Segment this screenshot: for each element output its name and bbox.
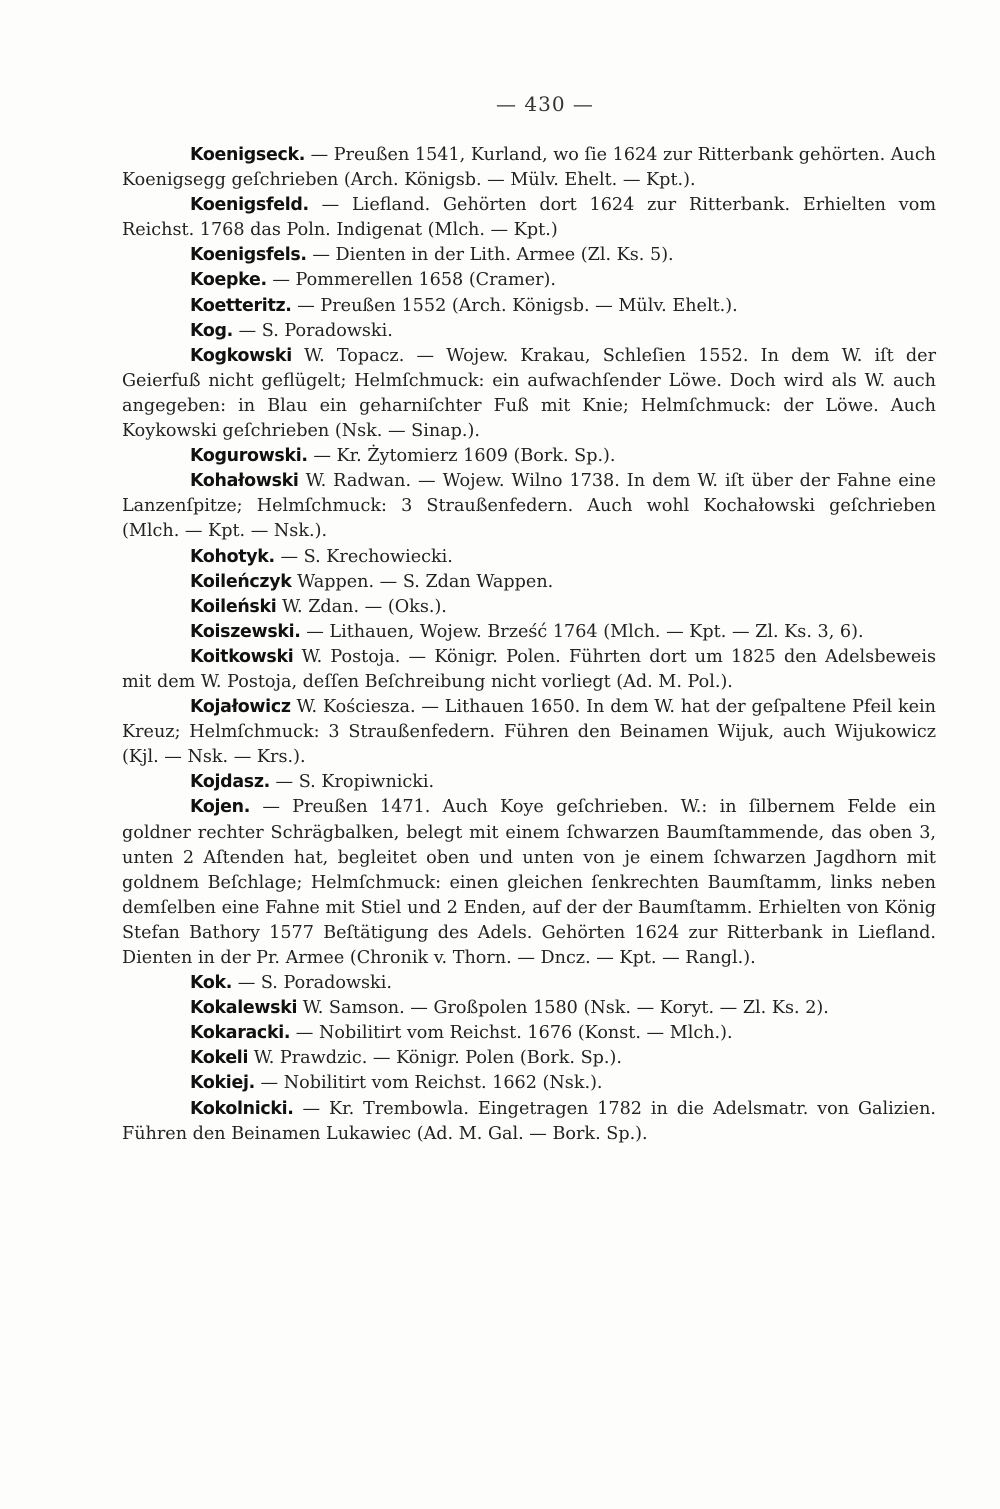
- entry-text: W. Radwan. — Wojew. Wilno 1738. In dem W. iſt über der Fahne eine Lanzenſpitze; Helmſchmuck: 3 Straußenfedern. Auch wohl Kochałowski geſchrieben (Mlch. — Kpt. — Nsk.).: [122, 471, 937, 542]
- entry-headword: Kokolnicki.: [190, 1098, 294, 1119]
- entry: [122, 971, 936, 996]
- entry: [122, 143, 936, 193]
- entry-headword: Koileński: [190, 596, 277, 617]
- entry-text: W. Postoja. — Königr. Polen. Führten dort um 1825 den Adelsbeweis mit dem W. Postoja, deſſen Beſchreibung nicht vorliegt (Ad. M. Pol.).: [122, 646, 937, 692]
- entry-headword: Kojdasz.: [190, 772, 270, 793]
- entry: [122, 1021, 936, 1046]
- entry: [122, 795, 936, 971]
- entry-text: — Kr. Trembowla. Eingetragen 1782 in die Adelsmatr. von Galizien. Führen den Beinamen Lukawiec (Ad. M. Gal. — Bork. Sp.).: [122, 1098, 936, 1144]
- entry-text: W. Zdan. — (Oks.).: [282, 596, 447, 617]
- entry-headword: Koetteritz.: [190, 295, 292, 316]
- entry-headword: Kohałowski: [190, 471, 299, 492]
- entry-text: W. Samson. — Großpolen 1580 (Nsk. — Koryt. — Zl. Ks. 2).: [302, 998, 829, 1019]
- entry: [122, 444, 936, 469]
- entry-headword: Kojen.: [190, 797, 251, 818]
- entry: [122, 620, 936, 645]
- entry-headword: Kog.: [190, 320, 233, 341]
- entry-headword: Kogkowski: [190, 345, 292, 366]
- entry-headword: Kohotyk.: [190, 546, 275, 567]
- entry-headword: Koiszewski.: [190, 621, 301, 642]
- entry: [122, 469, 936, 544]
- entry: [122, 1097, 936, 1147]
- entry-headword: Kokalewski: [190, 998, 298, 1019]
- entry: [122, 243, 936, 268]
- entry-headword: Kokiej.: [190, 1073, 255, 1094]
- entry-headword: Kojałowicz: [190, 697, 291, 718]
- entry-text: — Dienten in der Lith. Armee (Zl. Ks. 5).: [312, 245, 674, 266]
- entry-text: — Nobilitirt vom Reichst. 1662 (Nsk.).: [260, 1073, 603, 1094]
- entry-text: — S. Kropiwnicki.: [275, 772, 435, 793]
- entry-text: — Preußen 1552 (Arch. Königsb. — Mülv. Ehelt.).: [297, 295, 738, 316]
- entry-text: — S. Poradowski.: [238, 320, 393, 341]
- entry-headword: Koepke.: [190, 270, 267, 291]
- entry-list: [122, 143, 936, 1147]
- entry-text: Wappen. — S. Zdan Wappen.: [297, 571, 554, 592]
- entry-headword: Koenigsfeld.: [190, 195, 309, 216]
- entry: [122, 770, 936, 795]
- entry-text: — Liefland. Gehörten dort 1624 zur Ritterbank. Erhielten vom Reichst. 1768 das Poln. Indigenat (Mlch. — Kpt.): [122, 195, 937, 241]
- entry-text: — Pommerellen 1658 (Cramer).: [272, 270, 557, 291]
- entry: [122, 1046, 936, 1071]
- entry-headword: Kokaracki.: [190, 1023, 291, 1044]
- entry-headword: Kokeli: [190, 1048, 249, 1069]
- entry-headword: Kok.: [190, 973, 233, 994]
- entry-text: — Preußen 1541, Kurland, wo ſie 1624 zur Ritterbank gehörten. Auch Koenigsegg geſchrieben (Arch. Königsb. — Mülv. Ehelt. — Kpt.).: [122, 145, 937, 191]
- entry-headword: Koenigseck.: [190, 145, 306, 165]
- entry: [122, 319, 936, 344]
- entry: [122, 545, 936, 570]
- entry: [122, 1071, 936, 1096]
- entry: [122, 645, 936, 695]
- entry-text: W. Kościesza. — Lithauen 1650. In dem W. hat der geſpaltene Pfeil kein Kreuz; Helmſchmuck: 3 Straußenfedern. Führen den Beinamen Wijuk, auch Wijukowicz (Kjl. — Nsk. — Krs.).: [122, 697, 937, 768]
- entry: [122, 294, 936, 319]
- entry: [122, 996, 936, 1021]
- entry: [122, 268, 936, 293]
- entry-text: W. Topacz. — Wojew. Krakau, Schleſien 1552. In dem W. iſt der Geierfuß nicht geflügelt; Helmſchmuck: ein aufwachſender Löwe. Doch wird als W. auch angegeben: in Blau ein geharniſchter Fuß mit Knie; Helmſchmuck: der Löwe. Auch Koykowski geſchrieben (Nsk. — Sinap.).: [122, 345, 936, 442]
- entry-text: — S. Poradowski.: [237, 973, 392, 994]
- entry: [122, 344, 936, 444]
- entry-headword: Koitkowski: [190, 646, 294, 667]
- entry: [122, 595, 936, 620]
- entry-text: — S. Krechowiecki.: [280, 546, 453, 567]
- page-number: — 430 —: [496, 92, 594, 116]
- entry-text: — Preußen 1471. Auch Koye geſchrieben. W.: in ſilbernem Felde ein goldner rechter Schrägbalken, belegt mit einem ſchwarzen Baumſtammende, das oben 3, unten 2 Aſtenden hat, begleitet oben und unten von je einem ſchwarzen Jagdhorn mit goldnem Beſchlage; Helmſchmuck: einen gleichen ſenkrechten Baumſtamm, links neben demſelben eine Fahne mit Stiel und 2 Enden, auf der der Baumſtamm. Erhielten von König Stefan Bathory 1577 Beſtätigung des Adels. Gehörten 1624 zur Ritterbank in Liefland. Dienten in der Pr. Armee (Chronik v. Thorn. — Dncz. — Kpt. — Rangl.).: [122, 797, 937, 968]
- entry-text: — Lithauen, Wojew. Brześć 1764 (Mlch. — Kpt. — Zl. Ks. 3, 6).: [306, 621, 864, 642]
- entry-headword: Koenigsfels.: [190, 245, 307, 266]
- entry-headword: Kogurowski.: [190, 446, 308, 467]
- entry: [122, 695, 936, 770]
- entry: [122, 193, 936, 243]
- entry-text: W. Prawdzic. — Königr. Polen (Bork. Sp.).: [253, 1048, 622, 1069]
- entry-text: — Kr. Żytomierz 1609 (Bork. Sp.).: [313, 446, 616, 467]
- entry-text: — Nobilitirt vom Reichst. 1676 (Konst. — Mlch.).: [295, 1023, 733, 1044]
- entry: [122, 570, 936, 595]
- entry-headword: Koileńczyk: [190, 571, 292, 592]
